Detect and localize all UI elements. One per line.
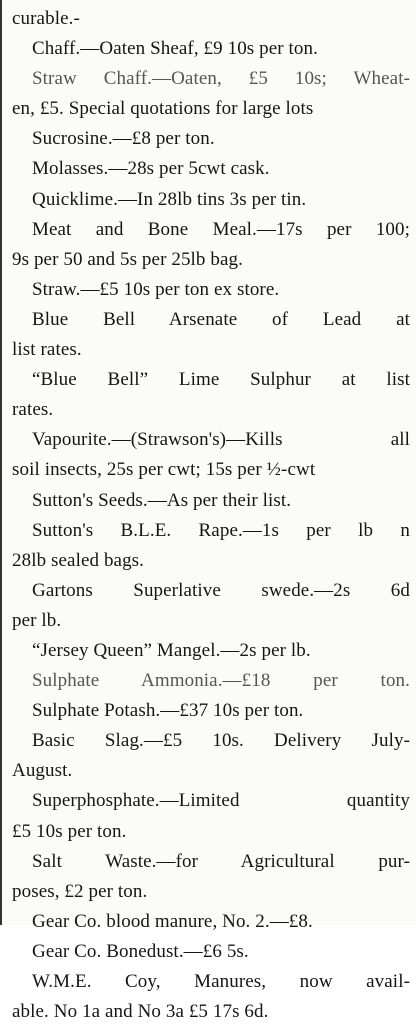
text-line: Sulphate Ammonia.—£18 per ton. bbox=[32, 670, 410, 692]
text-line: Gartons Superlative swede.—2s 6d bbox=[32, 579, 410, 601]
text-line: Quicklime.—In 28lb tins 3s per tin. bbox=[32, 188, 307, 210]
text-line: £5 10s per ton. bbox=[12, 820, 127, 842]
text-line: Straw Chaff.—Oaten, £5 10s; Wheat- bbox=[32, 68, 410, 90]
text-line: Gear Co. blood manure, No. 2.—£8. bbox=[32, 910, 313, 932]
text-line: able. No 1a and No 3a £5 17s 6d. bbox=[12, 1001, 269, 1023]
text-line: en, £5. Special quotations for large lots bbox=[12, 98, 314, 120]
text-line: poses, £2 per ton. bbox=[12, 880, 148, 902]
text-line: 9s per 50 and 5s per 25lb bag. bbox=[12, 248, 243, 270]
text-line: Straw.—£5 10s per ton ex store. bbox=[32, 278, 280, 300]
text-line: Salt Waste.—for Agricultural pur- bbox=[32, 850, 410, 872]
text-line: August. bbox=[12, 760, 73, 782]
text-line: Blue Bell Arsenate of Lead at bbox=[32, 308, 410, 330]
text-line: list rates. bbox=[12, 339, 82, 361]
text-line: Superphosphate.—Limited quantity bbox=[32, 790, 410, 812]
text-line: W.M.E. Coy, Manures, now avail- bbox=[32, 971, 410, 992]
text-line: Molasses.—28s per 5cwt cask. bbox=[32, 158, 270, 180]
text-line: Chaff.—Oaten Sheaf, £9 10s per ton. bbox=[32, 38, 318, 60]
text-line: Vapourite.—(Strawson's)—Kills all bbox=[32, 429, 410, 451]
text-line: “Blue Bell” Lime Sulphur at list bbox=[32, 369, 410, 391]
text-line: “Jersey Queen” Mangel.—2s per lb. bbox=[32, 639, 311, 661]
text-line: Sutton's B.L.E. Rape.—1s per lb n bbox=[32, 519, 410, 541]
text-line: Sucrosine.—£8 per ton. bbox=[32, 128, 215, 150]
text-line: Sutton's Seeds.—As per their list. bbox=[32, 489, 292, 511]
text-line: rates. bbox=[12, 399, 54, 421]
text-line: Sulphate Potash.—£37 10s per ton. bbox=[32, 700, 304, 722]
text-line: Basic Slag.—£5 10s. Delivery July- bbox=[32, 730, 410, 752]
text-line: curable.- bbox=[12, 8, 80, 29]
text-line: per lb. bbox=[12, 609, 62, 631]
text-line: soil insects, 25s per cwt; 15s per ½-cwt bbox=[12, 459, 316, 481]
text-line: 28lb sealed bags. bbox=[12, 549, 145, 571]
text-line: Meat and Bone Meal.—17s per 100; bbox=[32, 218, 410, 240]
text-line: Gear Co. Bonedust.—£6 5s. bbox=[32, 940, 249, 962]
